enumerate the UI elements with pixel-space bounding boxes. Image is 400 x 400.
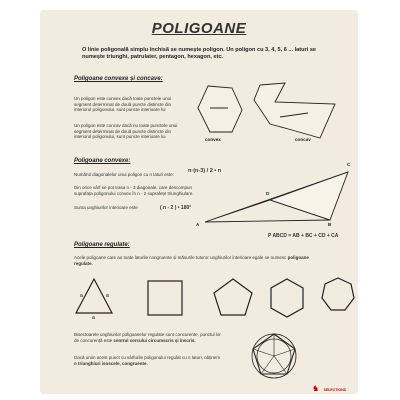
isosceles-text-bold: n triunghiuri isoscele, congruente. — [74, 360, 148, 366]
diagonal-count-text: Numărul diagonalelor unui poligon cu n laturi este: — [74, 172, 175, 177]
svg-text:a: a — [92, 315, 95, 321]
publisher-logo — [312, 378, 352, 392]
convex-label: convex — [205, 137, 221, 142]
svg-text:a: a — [106, 293, 109, 299]
concave-definition: Un poligon este concav dacă nu toate punctele unui segment determinat de două puncte distincte din interiorul poligonului, sunt puncte interioare lui — [74, 123, 178, 140]
vertex-a-label: A — [196, 222, 200, 227]
perimeter-formula: P ABCD = AB + BC + CD + CA — [268, 233, 339, 239]
section-heading-convex-concave: Poligoane convexe și concave: — [74, 76, 163, 82]
page-title: POLIGOANE — [151, 20, 247, 37]
regular-definition-bold: poligoane regulate. — [74, 255, 309, 266]
vertex-c-label: C — [347, 162, 351, 167]
isosceles-text — [74, 355, 224, 366]
svg-text:a: a — [80, 293, 83, 299]
vertex-b-label: B — [328, 222, 332, 227]
logo-text: SELECTIONS — [323, 388, 346, 392]
section-heading-convex: Poligoane convexe: — [74, 158, 131, 164]
pentagon-bisectors-figure — [240, 328, 310, 383]
section-heading-regular: Poligoane regulate: — [74, 242, 130, 248]
bisector-text — [74, 332, 224, 343]
quadrilateral-figure — [200, 160, 358, 230]
angle-sum-text: Suma unghiurilor interioare este — [74, 205, 138, 210]
regular-definition-text: Acele poligoane care au toate laturile congruente și măsurile tuturor unghiurilor interioare egale se numesc — [74, 255, 287, 260]
vertex-d-label: D — [266, 191, 270, 196]
isosceles-text-main: Dacă unim acest punct cu vârfurile poligonului regulat cu n laturi, obținem — [74, 355, 221, 360]
regular-definition — [74, 255, 314, 266]
logo-mark-icon: ♞ — [312, 384, 320, 393]
concave-label: concav — [295, 137, 311, 142]
poster — [40, 10, 358, 394]
regular-polygons-row — [68, 273, 358, 323]
triangulation-text: Din orice vârf se pot trasa n - 3 diagonale, care descompun suprafața poligonului convex în n - 2 suprafețe triunghiulare. — [74, 185, 194, 196]
convex-definition: Un poligon este convex dacă toate punctele unui segment determinat de două puncte distincte din interiorul poligonului, sunt puncte interioare lui — [74, 96, 172, 113]
angle-sum-formula: ( n - 2 ) • 180° — [160, 205, 192, 211]
convex-polygon-figure — [190, 80, 350, 155]
diagonal-formula: n·(n-3) / 2 • n — [188, 168, 222, 174]
bisector-text-bold: centrul cercului circumscris și înscris. — [113, 337, 196, 343]
bisector-text-main: Bisectoarele unghiurilor poligoanelor regulate sunt concurente, punctul lor de concurență este — [74, 332, 221, 343]
intro-text: O linie poligonală simplu închisă se numește poligon. Un poligon cu 3, 4, 5, 6 ... laturi se numește triunghi, patrulater, pentagon, hexagon, etc. — [82, 47, 317, 61]
